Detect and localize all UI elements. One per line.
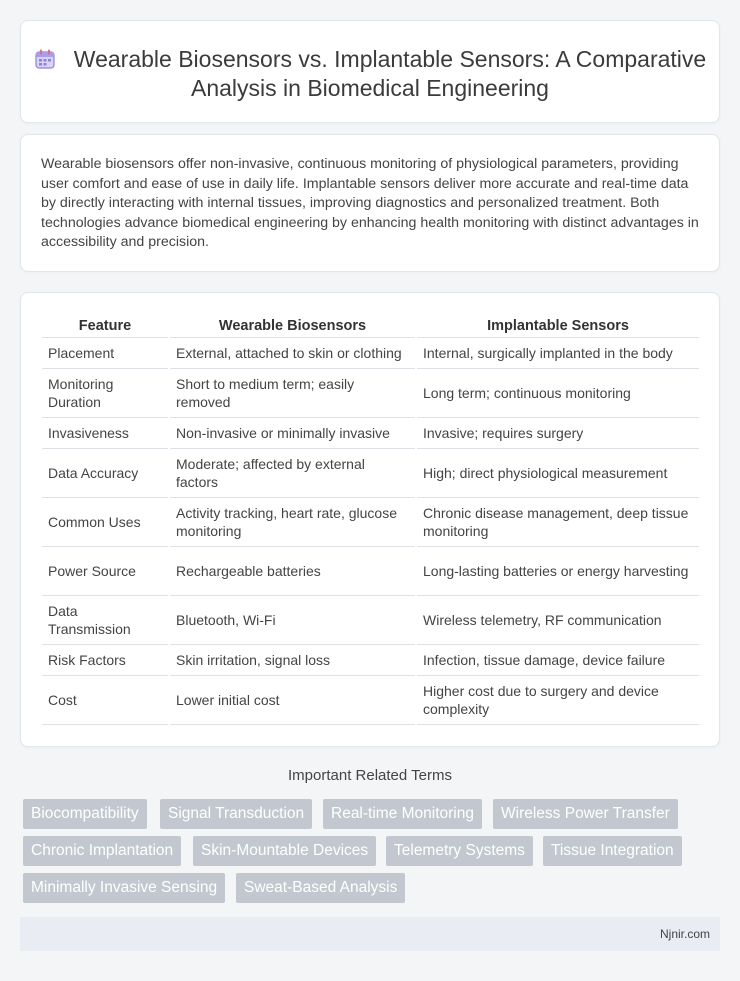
table-cell: Lower initial cost (169, 675, 416, 724)
column-header-wearable: Wearable Biosensors (169, 315, 416, 337)
table-cell: Chronic disease management, deep tissue monitoring (416, 497, 699, 546)
comparison-table-card (20, 292, 720, 747)
table-row (42, 546, 699, 595)
table-cell: Monitoring Duration (42, 368, 169, 417)
table-cell: Skin irritation, signal loss (169, 644, 416, 675)
table-row (42, 595, 699, 644)
related-term-tag[interactable]: Minimally Invasive Sensing (23, 873, 225, 903)
related-term-tag[interactable]: Sweat-Based Analysis (236, 873, 405, 903)
table-cell: Internal, surgically implanted in the body (416, 337, 699, 368)
page-title-text: Wearable Biosensors vs. Implantable Sensors: A Comparative Analysis in Biomedical Engineering (73, 46, 707, 101)
intro-paragraph: Wearable biosensors offer non-invasive, continuous monitoring of physiological parameters, providing user comfort and ease of use in daily life. Implantable sensors deliver more accurate and real-time data by directly interacting with internal tissues, improving diagnostics and personalized treatment. Both technologies advance biomedical engineering by enhancing health monitoring with distinct advantages in accessibility and precision. (41, 156, 699, 251)
footer (20, 917, 720, 951)
column-header-implantable: Implantable Sensors (416, 315, 699, 337)
related-term-tag[interactable]: Wireless Power Transfer (493, 799, 678, 829)
column-header-feature: Feature (42, 315, 169, 337)
table-cell: Long-lasting batteries or energy harvesting (416, 546, 699, 595)
table-cell: Higher cost due to surgery and device complexity (416, 675, 699, 724)
related-term-tag[interactable]: Signal Transduction (160, 799, 312, 829)
table-cell: Activity tracking, heart rate, glucose monitoring (169, 497, 416, 546)
title-card (20, 20, 720, 123)
table-row (42, 448, 699, 497)
table-cell: Wireless telemetry, RF communication (416, 595, 699, 644)
table-header-row (42, 315, 699, 337)
related-term-tag[interactable]: Real-time Monitoring (323, 799, 482, 829)
footer-site-link[interactable]: Njnir.com (659, 927, 710, 941)
table-row (42, 417, 699, 448)
table-cell: Invasiveness (42, 417, 169, 448)
table-cell: Short to medium term; easily removed (169, 368, 416, 417)
table-cell: Moderate; affected by external factors (169, 448, 416, 497)
table-cell: Infection, tissue damage, device failure (416, 644, 699, 675)
table-cell: Data Accuracy (42, 448, 169, 497)
table-row (42, 368, 699, 417)
table-cell: Cost (42, 675, 169, 724)
related-term-tag[interactable]: Skin-Mountable Devices (193, 836, 376, 866)
table-cell: Risk Factors (42, 644, 169, 675)
related-term-tag[interactable]: Tissue Integration (543, 836, 682, 866)
table-cell: Long term; continuous monitoring (416, 368, 699, 417)
table-cell: External, attached to skin or clothing (169, 337, 416, 368)
intro-card (20, 134, 720, 272)
table-cell: Power Source (42, 546, 169, 595)
comparison-table (42, 315, 699, 725)
related-term-tag[interactable]: Biocompatibility (23, 799, 147, 829)
table-cell: Rechargeable batteries (169, 546, 416, 595)
table-cell: Common Uses (42, 497, 169, 546)
table-row (42, 675, 699, 724)
table-cell: Data Transmission (42, 595, 169, 644)
related-term-tag[interactable]: Chronic Implantation (23, 836, 181, 866)
table-cell: Invasive; requires surgery (416, 417, 699, 448)
table-row (42, 497, 699, 546)
page-title (21, 45, 719, 103)
table-row (42, 337, 699, 368)
related-terms-title: Important Related Terms (288, 767, 452, 784)
table-cell: Bluetooth, Wi-Fi (169, 595, 416, 644)
calendar-icon (34, 48, 56, 70)
related-term-tag[interactable]: Telemetry Systems (386, 836, 533, 866)
table-row (42, 644, 699, 675)
table-cell: High; direct physiological measurement (416, 448, 699, 497)
table-cell: Placement (42, 337, 169, 368)
table-cell: Non-invasive or minimally invasive (169, 417, 416, 448)
